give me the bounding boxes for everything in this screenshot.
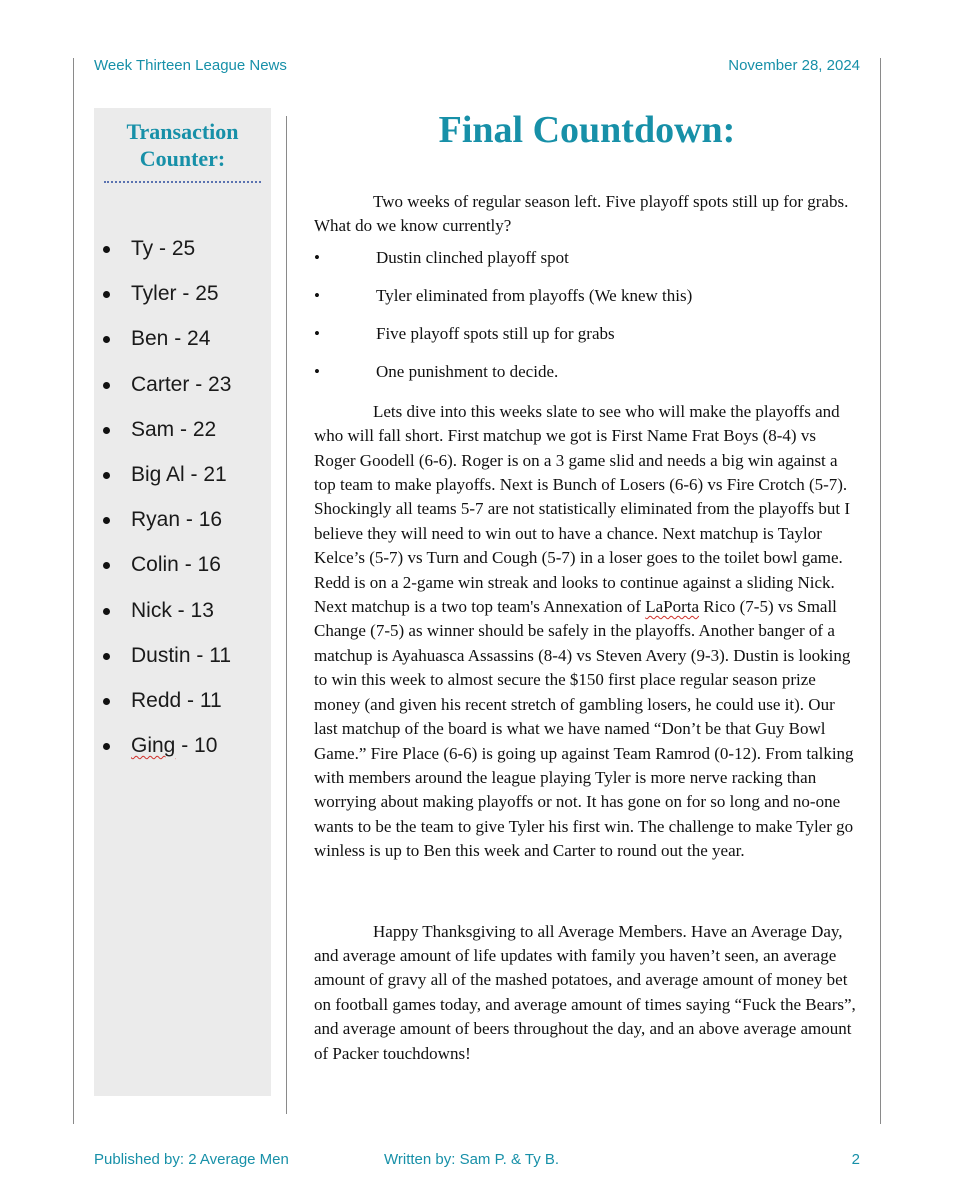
transaction-list (94, 234, 271, 776)
transaction-item-colin: Colin - 16 (94, 550, 271, 595)
page-left-rule (73, 58, 74, 1124)
transaction-item-ryan: Ryan - 16 (94, 505, 271, 550)
bullet-icon (103, 562, 110, 569)
bullet-icon: • (314, 361, 320, 381)
bullet-icon: • (314, 323, 320, 343)
bullet-icon (103, 246, 110, 253)
status-item: • One punishment to decide. (314, 360, 860, 398)
spellcheck-flag: Ging (131, 734, 176, 758)
header-issue-title: Week Thirteen League News (94, 57, 287, 74)
bullet-icon (103, 472, 110, 479)
page-right-rule (880, 58, 881, 1124)
transaction-item-nick: Nick - 13 (94, 596, 271, 641)
bullet-icon (103, 517, 110, 524)
status-item: • Five playoff spots still up for grabs (314, 322, 860, 360)
transaction-item-carter: Carter - 23 (94, 370, 271, 415)
bullet-icon (103, 608, 110, 615)
bullet-icon (103, 743, 110, 750)
bullet-icon (103, 382, 110, 389)
transaction-item-tyler: Tyler - 25 (94, 279, 271, 324)
bullet-icon (103, 291, 110, 298)
transaction-item-ging: Ging - 10 (94, 731, 271, 776)
transaction-counter-sidebar (94, 108, 271, 1096)
footer-authors: Written by: Sam P. & Ty B. (384, 1151, 560, 1168)
bullet-icon: • (314, 247, 320, 267)
transaction-item-redd: Redd - 11 (94, 686, 271, 731)
bullet-icon (103, 653, 110, 660)
page-number: 2 (851, 1151, 860, 1168)
bullet-icon (103, 336, 110, 343)
bullet-icon: • (314, 285, 320, 305)
sidebar-title: Transaction Counter: (126, 119, 239, 171)
article-title: Final Countdown: (438, 109, 736, 151)
transaction-item-dustin: Dustin - 11 (94, 641, 271, 686)
page-footer (94, 1151, 860, 1171)
bullet-icon (103, 698, 110, 705)
intro-paragraph: Two weeks of regular season left. Five playoff spots still up for grabs. What do we know currently? (314, 192, 849, 236)
header-date: November 28, 2024 (728, 57, 860, 74)
page-header (94, 57, 860, 74)
sidebar-dotted-divider (104, 181, 261, 183)
footer-publisher: Published by: 2 Average Men (94, 1151, 289, 1168)
article (314, 108, 860, 1066)
transaction-item-ty: Ty - 25 (94, 234, 271, 279)
column-divider (286, 116, 287, 1114)
transaction-item-ben: Ben - 24 (94, 324, 271, 369)
status-item: • Tyler eliminated from playoffs (We knew this) (314, 284, 860, 322)
status-item: • Dustin clinched playoff spot (314, 246, 860, 284)
matchup-paragraph: Lets dive into this weeks slate to see who will make the playoffs and who will fall short. First matchup we got is First Name Frat Boys (8-4) vs Roger Goodell (6-6). Roger is on a 3 game slid and needs a big win against a top team to make playoffs. Next is Bunch of Losers (6-6) vs Fire Crotch (5-7). Shockingly all teams 5-7 are not statistically eliminated from the playoffs but I believe they will need to win out to have a chance. Next matchup is Taylor Kelce’s (5-7) vs Turn and Cough (5-7) in a loser goes to the toilet bowl game. Redd is on a 2-game win streak and looks to continue against a sliding Nick. Next matchup is a two top team's Annexation of LaPorta Rico (7-5) vs Small Change (7-5) as winner should be safely in the playoffs. Another banger of a matchup is Ayahuasca Assassins (8-4) vs Steven Avery (9-3). Dustin is looking to win this week to almost secure the $150 first place regular season prize money (and given his recent stretch of gambling losers, he could use it). Our last matchup of the board is what we have named “Don’t be that Guy Bowl Game.” Fire Place (6-6) is going up against Team Ramrod (0-12). From talking with members around the league playing Tyler is more nerve racking than worrying about making playoffs or not. It has gone on for so long and no-one wants to be the team to give Tyler his first win. The challenge to make Tyler go winless is up to Ben this week and Carter to round out the year. (314, 401, 854, 861)
thanksgiving-paragraph: Happy Thanksgiving to all Average Members. Have an Average Day, and average amount of life updates with family you haven’t seen, an average amount of gravy all of the mashed potatoes, and average amount of money bet on football games today, and average amount of times saying “Fuck the Bears”, and average amount of beers throughout the day, and an above average amount of Packer touchdowns! (314, 921, 856, 1063)
bullet-icon (103, 427, 110, 434)
transaction-item-big-al: Big Al - 21 (94, 460, 271, 505)
status-list (314, 246, 860, 398)
transaction-item-sam: Sam - 22 (94, 415, 271, 460)
spellcheck-flag: LaPorta (645, 597, 700, 617)
